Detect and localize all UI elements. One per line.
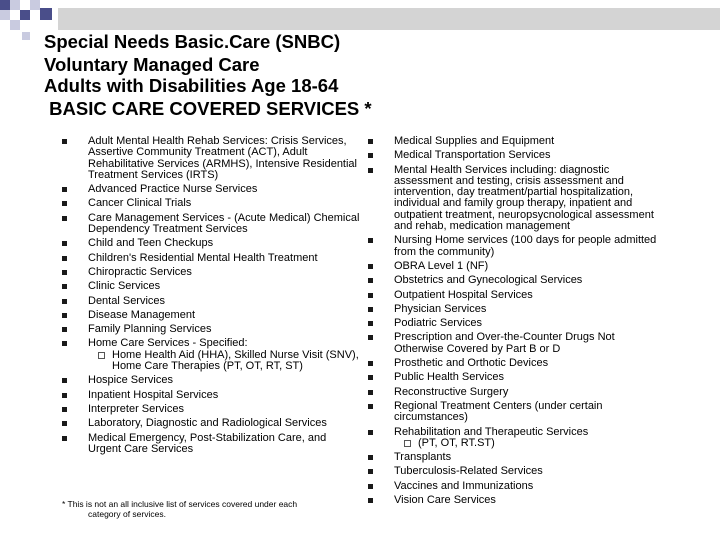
list-item: Prosthetic and Orthotic Devices [368, 358, 658, 369]
list-item: Obstetrics and Gynecological Services [368, 275, 658, 286]
list-item: Medical Transportation Services [368, 150, 658, 161]
header-bar [58, 8, 720, 30]
list-item: Nursing Home services (100 days for people admitted from the community) [368, 235, 658, 258]
list-item: Vaccines and Immunizations [368, 481, 658, 492]
list-item: Regional Treatment Centers (under certain circumstances) [368, 401, 658, 424]
right-services-list [368, 136, 658, 509]
list-item: Reconstructive Surgery [368, 387, 658, 398]
list-item: Mental Health Services including: diagnostic assessment and testing, crisis assessment and intervention, day treatment/partial hospitalization, individual and family group therapy, inpatient and outpatient treatment, neuropsycnological assessment and rehab, medication management [368, 165, 658, 233]
bullet-icon [62, 299, 67, 304]
bullet-icon [368, 307, 373, 312]
bullet-icon [62, 201, 67, 206]
list-item: Vision Care Services [368, 495, 658, 506]
bullet-icon [62, 187, 67, 192]
bullet-icon [368, 455, 373, 460]
list-item: Physician Services [368, 304, 658, 315]
list-item: OBRA Level 1 (NF) [368, 261, 658, 272]
list-item: Transplants [368, 452, 658, 463]
bullet-icon [368, 321, 373, 326]
list-item: Family Planning Services [62, 324, 362, 335]
bullet-icon [62, 270, 67, 275]
bullet-icon [62, 393, 67, 398]
title-line: BASIC CARE COVERED SERVICES * [44, 97, 372, 119]
bullet-icon [368, 361, 373, 366]
title-line: Voluntary Managed Care [44, 53, 260, 75]
bullet-icon [368, 430, 373, 435]
bullet-icon [62, 436, 67, 441]
bullet-icon [368, 469, 373, 474]
hollow-square-icon [404, 440, 411, 447]
bullet-icon [368, 168, 373, 173]
list-item: Podiatric Services [368, 318, 658, 329]
bullet-icon [368, 153, 373, 158]
footnote-line: * This is not an all inclusive list of services covered under each [62, 499, 298, 509]
title-line: Adults with Disabilities Age 18-64 [44, 75, 339, 96]
bullet-icon [62, 284, 67, 289]
list-item: Dental Services [62, 296, 362, 307]
bullet-icon [368, 484, 373, 489]
bullet-icon [62, 216, 67, 221]
corner-decoration [0, 0, 720, 30]
bullet-icon [368, 264, 373, 269]
rehab-sublist [394, 438, 658, 449]
bullet-icon [62, 407, 67, 412]
list-item: Medical Emergency, Post-Stabilization Care, and Urgent Care Services [62, 433, 362, 456]
list-item: Home Care Services - Specified: Home Health Aid (HHA), Skilled Nurse Visit (SNV), Home Care Therapies (PT, OT, RT, ST) [62, 338, 362, 372]
bullet-icon [368, 390, 373, 395]
list-item: Laboratory, Diagnostic and Radiological Services [62, 418, 362, 429]
list-item: Public Health Services [368, 372, 658, 383]
list-item: Outpatient Hospital Services [368, 290, 658, 301]
list-item: Prescription and Over-the-Counter Drugs Not Otherwise Covered by Part B or D [368, 332, 658, 355]
list-item: Inpatient Hospital Services [62, 390, 362, 401]
list-item: Care Management Services - (Acute Medical) Chemical Dependency Treatment Services [62, 213, 362, 236]
bullet-icon [62, 313, 67, 318]
bullet-icon [368, 375, 373, 380]
title-line: Special Needs Basic.Care (SNBC) [44, 31, 341, 52]
bullet-icon [368, 293, 373, 298]
bullet-icon [368, 404, 373, 409]
bullet-icon [62, 241, 67, 246]
bullet-icon [62, 327, 67, 332]
bullet-icon [368, 335, 373, 340]
bullet-icon [62, 341, 67, 346]
list-item: Interpreter Services [62, 404, 362, 415]
list-item: Children's Residential Mental Health Treatment [62, 253, 362, 264]
bullet-icon [368, 238, 373, 243]
sub-list-item: (PT, OT, RT.ST) [394, 438, 658, 449]
list-item: Advanced Practice Nurse Services [62, 184, 362, 195]
list-item: Cancer Clinical Trials [62, 198, 362, 209]
list-item: Rehabilitation and Therapeutic Services (PT, OT, RT.ST) [368, 427, 658, 450]
bullet-icon [62, 378, 67, 383]
bullet-icon [368, 139, 373, 144]
hollow-square-icon [98, 352, 105, 359]
list-item: Tuberculosis-Related Services [368, 466, 658, 477]
list-item: Chiropractic Services [62, 267, 362, 278]
bullet-icon [62, 139, 67, 144]
sub-list-item: Home Health Aid (HHA), Skilled Nurse Visit (SNV), Home Care Therapies (PT, OT, RT, ST) [88, 350, 362, 373]
list-item: Disease Management [62, 310, 362, 321]
bullet-icon [62, 256, 67, 261]
bullet-icon [62, 421, 67, 426]
footnote-line: category of services. [88, 508, 166, 519]
list-item: Hospice Services [62, 375, 362, 386]
list-item: Adult Mental Health Rehab Services: Crisis Services, Assertive Community Treatment (ACT), Adult Rehabilitative Services (ARMHS), Intensive Residential Treatment Services (IRTS) [62, 136, 362, 181]
home-care-sublist [88, 350, 362, 373]
bullet-icon [368, 278, 373, 283]
list-item: Medical Supplies and Equipment [368, 136, 658, 147]
slide-title [44, 31, 372, 120]
list-item: Child and Teen Checkups [62, 238, 362, 249]
left-services-list [62, 136, 362, 458]
list-item: Clinic Services [62, 281, 362, 292]
bullet-icon [368, 498, 373, 503]
footnote [62, 500, 362, 519]
